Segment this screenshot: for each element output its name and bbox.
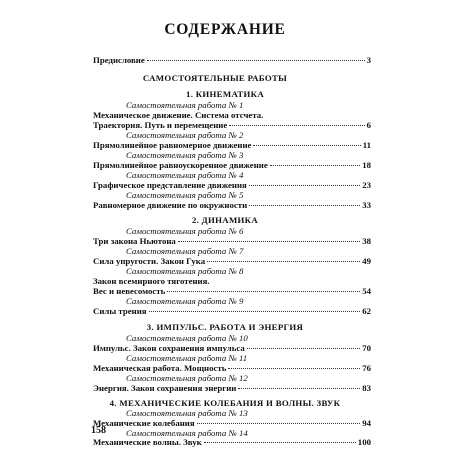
entry-text: Механические колебания <box>93 418 195 428</box>
work-label: Самостоятельная работа № 10 <box>126 333 248 343</box>
entry-page: 54 <box>362 286 371 296</box>
section-heading-oscillations: 4. МЕХАНИЧЕСКИЕ КОЛЕБАНИЯ И ВОЛНЫ. ЗВУК <box>109 398 341 408</box>
dot-leader <box>253 145 360 146</box>
entry-page: 83 <box>362 383 371 393</box>
entry-text: Сила упругости. Закон Гука <box>93 256 206 266</box>
entry-text: Импульс. Закон сохранения импульса <box>93 343 245 353</box>
dot-leader <box>247 348 360 349</box>
entry-page: 62 <box>362 306 371 316</box>
entry-page: 11 <box>362 140 371 150</box>
entry-text: Прямолинейное равномерное движение <box>93 140 252 150</box>
entry-text: Графическое представление движения <box>93 180 247 190</box>
entry-text: Механическое движение. Система отсчета. <box>93 110 264 120</box>
dot-leader <box>238 388 360 389</box>
dot-leader <box>249 185 360 186</box>
dot-leader <box>149 311 361 312</box>
dot-leader <box>249 205 360 206</box>
work-label: Самостоятельная работа № 1 <box>126 100 244 110</box>
work-label: Самостоятельная работа № 11 <box>126 353 248 363</box>
work-label: Самостоятельная работа № 3 <box>126 150 244 160</box>
work-label: Самостоятельная работа № 8 <box>126 266 244 276</box>
entry-text: Механическая работа. Мощность <box>93 363 227 373</box>
dot-leader <box>228 368 360 369</box>
toc-entry <box>93 306 371 317</box>
entry-text: Предисловие <box>93 55 145 65</box>
dot-leader <box>207 261 360 262</box>
entry-page: 23 <box>362 180 371 190</box>
toc-entry <box>93 383 371 394</box>
work-label: Самостоятельная работа № 5 <box>126 190 244 200</box>
dot-leader <box>229 125 364 126</box>
dot-leader <box>204 442 356 443</box>
dot-leader <box>178 241 360 242</box>
entry-page: 6 <box>366 120 371 130</box>
entry-page: 38 <box>362 236 371 246</box>
entry-page: 33 <box>362 200 371 210</box>
section-heading-dynamics: 2. ДИНАМИКА <box>191 215 259 225</box>
entry-text: Три закона Ньютона <box>93 236 176 246</box>
entry-page: 94 <box>362 418 371 428</box>
dot-leader <box>197 423 361 424</box>
entry-page: 76 <box>362 363 371 373</box>
entry-text: Энергия. Закон сохранения энергии <box>93 383 237 393</box>
entry-text: Силы трения <box>93 306 147 316</box>
part-heading: САМОСТОЯТЕЛЬНЫЕ РАБОТЫ <box>142 73 288 83</box>
entry-text: Закон всемирного тяготения. <box>93 276 210 286</box>
work-label: Самостоятельная работа № 2 <box>126 130 244 140</box>
entry-text: Траектория. Путь и перемещение <box>93 120 228 130</box>
entry-text: Вес и невесомость <box>93 286 166 296</box>
entry-page: 3 <box>366 55 371 65</box>
work-label: Самостоятельная работа № 14 <box>126 428 248 438</box>
entry-page: 18 <box>362 160 371 170</box>
page-title: СОДЕРЖАНИЕ <box>164 21 286 38</box>
dot-leader <box>147 60 365 61</box>
work-label: Самостоятельная работа № 9 <box>126 296 244 306</box>
toc-entry <box>93 437 371 448</box>
work-label: Самостоятельная работа № 12 <box>126 373 248 383</box>
entry-text: Равномерное движение по окружности <box>93 200 248 210</box>
toc-entry <box>93 200 371 211</box>
section-heading-kinematics: 1. КИНЕМАТИКА <box>186 89 264 99</box>
entry-page: 70 <box>362 343 371 353</box>
page-number: 158 <box>91 425 106 436</box>
work-label: Самостоятельная работа № 7 <box>126 246 244 256</box>
entry-page: 49 <box>362 256 371 266</box>
entry-text: Прямолинейное равноускоренное движение <box>93 160 268 170</box>
work-label: Самостоятельная работа № 4 <box>126 170 244 180</box>
toc-entry-preface <box>93 55 371 66</box>
entry-page: 100 <box>357 437 371 447</box>
dot-leader <box>167 291 360 292</box>
work-label: Самостоятельная работа № 6 <box>126 226 244 236</box>
entry-text: Механические волны. Звук <box>93 437 202 447</box>
section-heading-momentum: 3. ИМПУЛЬС. РАБОТА И ЭНЕРГИЯ <box>146 322 304 332</box>
work-label: Самостоятельная работа № 13 <box>126 408 248 418</box>
dot-leader <box>270 165 360 166</box>
